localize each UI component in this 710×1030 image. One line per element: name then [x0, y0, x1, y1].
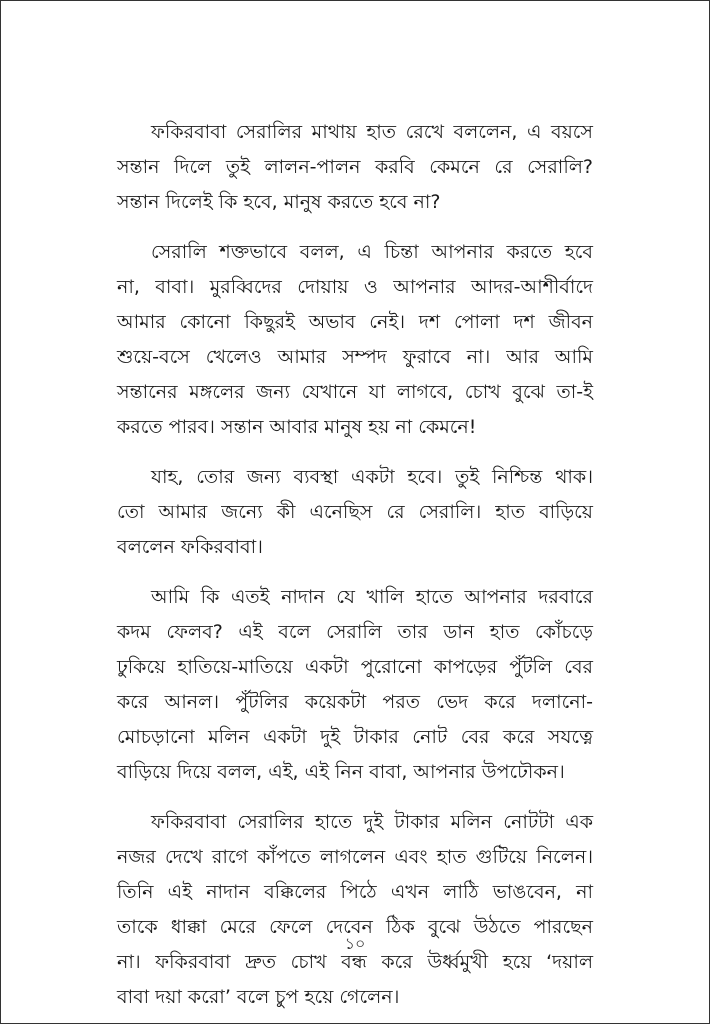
text-line: বাড়িয়ে দিয়ে বলল, এই, এই নিন বাবা, আপনার উপঢৌকন। [117, 761, 565, 783]
paragraph [117, 580, 593, 790]
text-line: বাবা দয়া করো’ বলে চুপ হয়ে গেলেন। [117, 986, 400, 1008]
text-line: নজর দেখে রাগে কাঁপতে লাগলেন এবং হাত গুটিয়ে নিলেন। [117, 846, 593, 868]
text-line: সন্তান দিলেই কি হবে, মানুষ করতে হবে না? [117, 191, 441, 213]
text-line: কদম ফেলব? এই বলে সেরালি তার ডান হাত কোঁচড়ে [117, 621, 593, 643]
page-number: ১০ [344, 934, 366, 953]
text-line: তো আমার জন্যে কী এনেছিস রে সেরালি। হাত বাড়িয়ে [117, 501, 593, 523]
text-line: করতে পারব। সন্তান আবার মানুষ হয় না কেমনে! [117, 416, 477, 438]
paragraph [117, 805, 593, 1015]
text-line: সেরালি শক্তভাবে বলল, এ চিন্তা আপনার করতে হবে [151, 241, 593, 263]
text-line: ফকিরবাবা সেরালির মাথায় হাত রেখে বললেন, এ বয়সে [151, 121, 593, 143]
paragraph [117, 115, 593, 220]
text-line: আমি কি এতই নাদান যে খালি হাতে আপনার দরবারে [151, 586, 593, 608]
paragraph [117, 460, 593, 565]
text-line: সন্তান দিলে তুই লালন-পালন করবি কেমনে রে সেরালি? [117, 156, 593, 178]
text-line: না, বাবা। মুরব্বিদের দোয়ায় ও আপনার আদর-আশীর্বাদে [117, 276, 593, 298]
text-line: মোচড়ানো মলিন একটা দুই টাকার নোট বের করে সযত্নে [117, 726, 593, 748]
text-line: সন্তানের মঙ্গলের জন্য যেখানে যা লাগবে, চোখ বুঝে তা-ই [117, 381, 593, 403]
paragraph [117, 235, 593, 445]
text-line: করে আনল। পুঁটলির কয়েকটা পরত ভেদ করে দলানো- [117, 691, 593, 713]
text-line: যাহ, তোর জন্য ব্যবস্থা একটা হবে। তুই নিশ্চিন্ত থাক। [151, 466, 593, 488]
text-line: আমার কোনো কিছুরই অভাব নেই। দশ পোলা দশ জীবন [117, 311, 593, 333]
text-line: তিনি এই নাদান বক্কিলের পিঠে এখন লাঠি ভাঙবেন, না [117, 881, 593, 903]
text-line: না। ফকিরবাবা দ্রুত চোখ বন্ধ করে উর্ধ্বমুখী হয়ে ‘দয়াল [117, 951, 593, 973]
text-line: ফকিরবাবা সেরালির হাতে দুই টাকার মলিন নোটটা এক [151, 811, 593, 833]
text-line: তাকে ধাক্কা মেরে ফেলে দেবেন ঠিক বুঝে উঠতে পারছেন [117, 916, 593, 938]
body-text [117, 115, 593, 1030]
text-line: ঢুকিয়ে হাতিয়ে-মাতিয়ে একটা পুরোনো কাপড়ের পুঁটলি বের [117, 656, 593, 678]
text-line: বললেন ফকিরবাবা। [117, 536, 263, 558]
text-line: শুয়ে-বসে খেলেও আমার সম্পদ ফুরাবে না। আর আমি [117, 346, 593, 368]
